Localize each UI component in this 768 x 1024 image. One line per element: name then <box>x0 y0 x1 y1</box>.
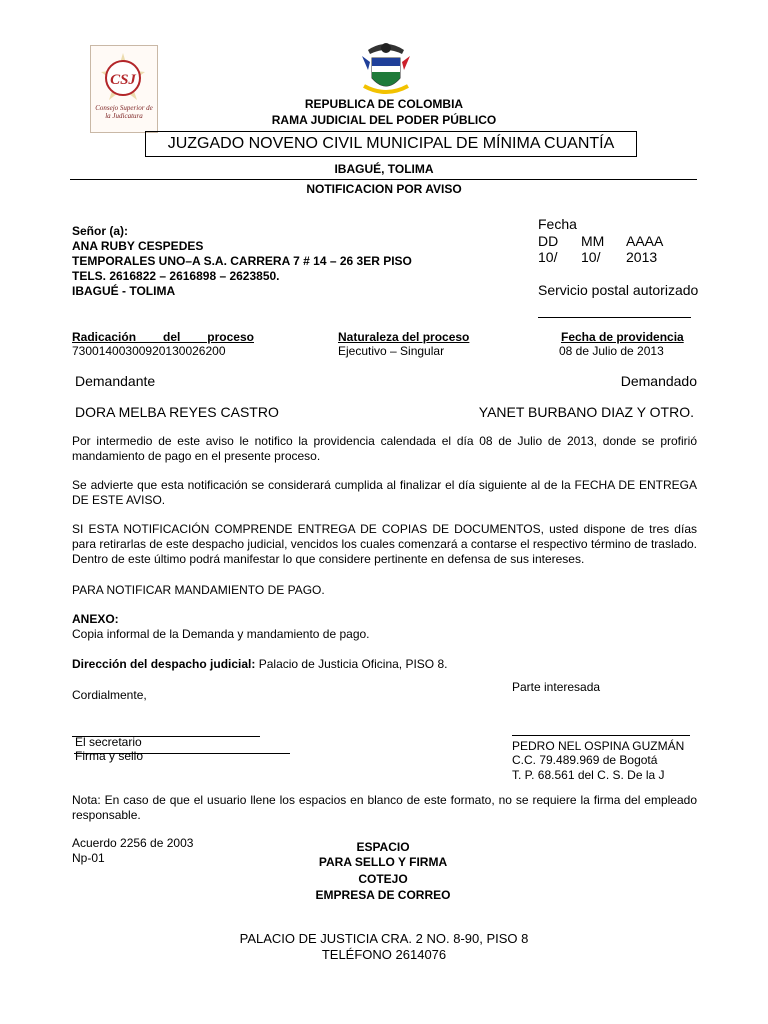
city-heading: IBAGUÉ, TOLIMA <box>334 162 434 176</box>
demandado-label: Demandado <box>620 373 697 389</box>
paragraph-copias: SI ESTA NOTIFICACIÓN COMPRENDE ENTREGA DE COPIAS DE DOCUMENTOS, usted dispone de tres días para retirarlas de este despacho judicial, vencidos los cuales comenzará a contarse el respectivo término de traslado. Dentro de este último podrá manifestar lo que considere pertinente en defensa de sus intereses. <box>72 522 697 566</box>
parte-name: PEDRO NEL OSPINA GUZMÁN <box>512 739 685 753</box>
footer-phone: TELÉFONO 2614076 <box>321 947 447 962</box>
date-label: Fecha <box>538 216 577 232</box>
parte-tp: T. P. 68.561 del C. S. De la J <box>512 768 665 782</box>
paragraph-notification: Por intermedio de este aviso le notifico la providencia calendada el día 08 de Julio de 2013, donde se profirió mandamiento de pago en el presente proceso. <box>72 434 697 463</box>
paragraph-advertencia: Se advierte que esta notificación se considerará cumplida al finalizar el día siguiente al de la FECHA DE ENTREGA DE ESTE AVISO. <box>72 478 697 507</box>
espacio-line-3: COTEJO <box>358 872 408 886</box>
footer-address: PALACIO DE JUSTICIA CRA. 2 NO. 8-90, PISO 8 <box>239 931 529 946</box>
direccion-value: Palacio de Justicia Oficina, PISO 8. <box>255 657 448 671</box>
date-dd: 10/ <box>538 249 558 265</box>
espacio-line-1: ESPACIO <box>356 840 410 854</box>
recipient-address: TEMPORALES UNO–A S.A. CARRERA 7 # 14 – 26 3ER PISO <box>72 254 412 268</box>
recipient-name: ANA RUBY CESPEDES <box>72 239 204 253</box>
dd-label: DD <box>538 233 559 249</box>
mm-label: MM <box>581 233 605 249</box>
salutation: Señor (a): <box>72 224 129 238</box>
parte-signature-line <box>512 735 690 736</box>
fecha-providencia-value: 08 de Julio de 2013 <box>559 344 664 358</box>
date-mm: 10/ <box>581 249 601 265</box>
anexo-label: ANEXO: <box>72 612 119 626</box>
direccion-label: Dirección del despacho judicial: <box>72 657 256 671</box>
logo-caption: Consejo Superior de la Judicatura <box>95 104 153 120</box>
espacio-line-4: EMPRESA DE CORREO <box>315 888 451 902</box>
demandante-label: Demandante <box>75 373 156 389</box>
branch-heading: RAMA JUDICIAL DEL PODER PÚBLICO <box>271 113 497 127</box>
court-title: JUZGADO NOVENO CIVIL MUNICIPAL DE MÍNIMA CUANTÍA <box>167 135 615 152</box>
document-title: NOTIFICACION POR AVISO <box>306 182 462 196</box>
nota: Nota: En caso de que el usuario llene los espacios en blanco de este formato, no se requiere la firma del empleado responsable. <box>72 793 697 822</box>
logo-text: CSJ <box>110 72 136 88</box>
radicacion-label: Radicación del proceso <box>72 330 254 344</box>
espacio-line-2: PARA SELLO Y FIRMA <box>318 855 448 869</box>
parte-interesada-label: Parte interesada <box>512 680 601 694</box>
demandante-name: DORA MELBA REYES CASTRO <box>75 404 279 420</box>
secretario-label: El secretario <box>75 735 142 749</box>
header-rule <box>70 179 697 180</box>
colombia-coat-of-arms-icon <box>358 40 414 98</box>
postal-signature-line <box>538 317 691 318</box>
parte-cc: C.C. 79.489.969 de Bogotá <box>512 753 658 767</box>
date-yyyy: 2013 <box>626 249 658 265</box>
demandado-name: YANET BURBANO DIAZ Y OTRO. <box>478 404 694 420</box>
recipient-city: IBAGUÉ - TOLIMA <box>72 284 176 298</box>
naturaleza-value: Ejecutivo – Singular <box>338 344 445 358</box>
yyyy-label: AAAA <box>626 233 664 249</box>
radicacion-value: 73001400300920130026200 <box>72 344 226 358</box>
firma-sello-label: Firma y sello <box>75 749 144 763</box>
anexo-text: Copia informal de la Demanda y mandamiento de pago. <box>72 627 370 641</box>
paragraph-mandamiento: PARA NOTIFICAR MANDAMIENTO DE PAGO. <box>72 583 325 597</box>
recipient-phones: TELS. 2616822 – 2616898 – 2623850. <box>72 269 280 283</box>
postal-service: Servicio postal autorizado <box>538 282 699 298</box>
acuerdo: Acuerdo 2256 de 2003 <box>72 836 194 850</box>
fecha-providencia-label: Fecha de providencia <box>561 330 684 344</box>
direccion-line <box>72 657 447 672</box>
court-title-box <box>145 131 637 157</box>
naturaleza-label: Naturaleza del proceso <box>338 330 470 344</box>
np-code: Np-01 <box>72 851 105 865</box>
closing: Cordialmente, <box>72 688 147 702</box>
republic-heading: REPUBLICA DE COLOMBIA <box>304 97 464 111</box>
